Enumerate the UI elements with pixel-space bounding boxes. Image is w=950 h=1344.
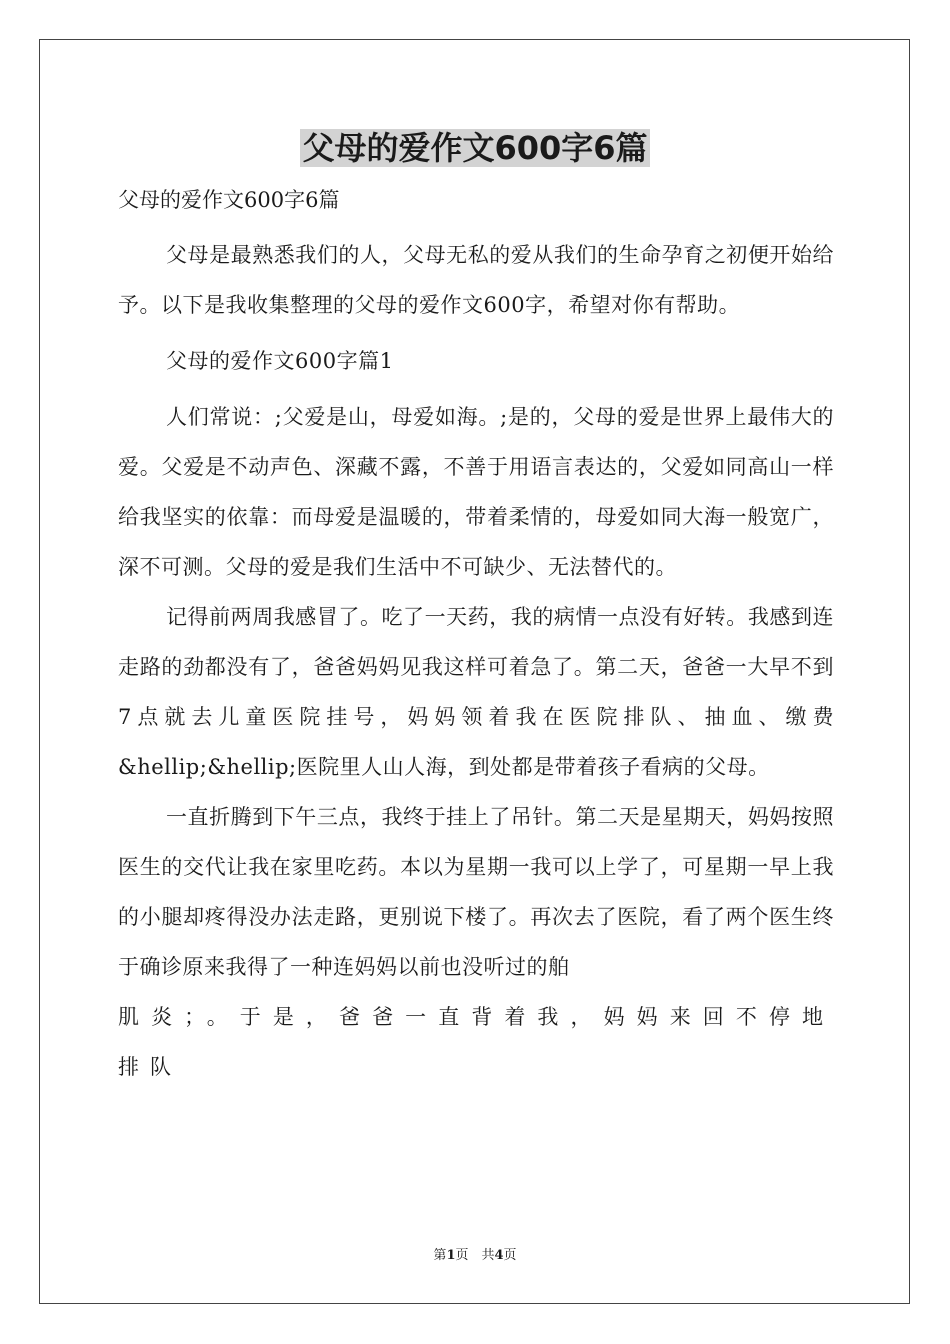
document-body bbox=[118, 230, 834, 1092]
total-page-number: 4 bbox=[494, 1248, 504, 1263]
footer-suffix: 页 bbox=[503, 1248, 517, 1263]
body-paragraph: 一直折腾到下午三点，我终于挂上了吊针。第二天是星期天，妈妈按照医生的交代让我在家里吃药。本以为星期一我可以上学了，可星期一早上我的小腿却疼得没办法走路，更别说下楼了。再次去了医院，看了两个医生终于确诊原来我得了一种连妈妈以前也没听过的舶 bbox=[118, 805, 834, 979]
document-title bbox=[0, 126, 950, 170]
body-paragraph: 人们常说：;父爱是山，母爱如海。;是的，父母的爱是世界上最伟大的爱。父爱是不动声色、深藏不露，不善于用语言表达的，父爱如同高山一样给我坚实的依靠：而母爱是温暖的，带着柔情的，母爱如同大海一般宽广，深不可测。父母的爱是我们生活中不可缺少、无法替代的。 bbox=[118, 405, 834, 579]
current-page-number: 1 bbox=[446, 1248, 456, 1263]
intro-paragraph: 父母是最熟悉我们的人，父母无私的爱从我们的生命孕育之初便开始给予。以下是我收集整理的父母的爱作文600字，希望对你有帮助。 bbox=[118, 243, 834, 317]
body-paragraph-continued: 肌炎；。于是，爸爸一直背着我，妈妈来回不停地排队 bbox=[118, 1005, 834, 1079]
document-title-text: 父母的爱作文600字6篇 bbox=[302, 129, 648, 167]
page-footer bbox=[0, 1247, 950, 1265]
section-heading: 父母的爱作文600字篇1 bbox=[166, 349, 394, 373]
body-paragraph: 记得前两周我感冒了。吃了一天药，我的病情一点没有好转。我感到连走路的劲都没有了，爸爸妈妈见我这样可着急了。第二天，爸爸一大早不到7点就去儿童医院挂号，妈妈领着我在医院排队、抽血、缴费&hellip;&hellip;医院里人山人海，到处都是带着孩子看病的父母。 bbox=[118, 605, 834, 779]
document-subtitle: 父母的爱作文600字6篇 bbox=[118, 188, 340, 212]
footer-prefix: 第 bbox=[433, 1248, 447, 1263]
footer-mid: 页 共 bbox=[455, 1248, 495, 1263]
